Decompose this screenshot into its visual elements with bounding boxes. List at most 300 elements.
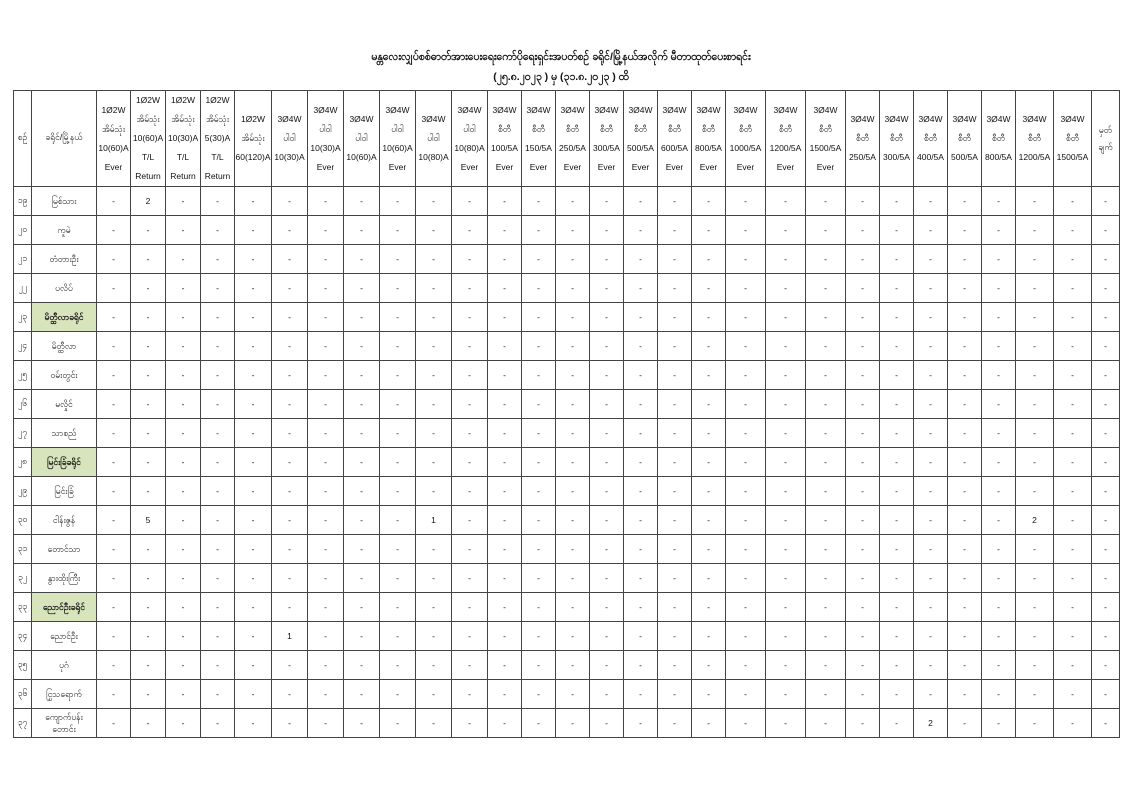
meter-count-cell: - [692, 564, 726, 593]
meter-count-cell: - [766, 187, 806, 216]
meter-count-cell: - [692, 303, 726, 332]
header-meter-line: 3Ø4W [560, 104, 585, 115]
meter-count-cell: - [658, 361, 692, 390]
meter-count-cell: - [948, 390, 982, 419]
meter-count-cell: - [948, 651, 982, 680]
meter-count-cell: - [692, 477, 726, 506]
meter-count-cell: 2 [131, 187, 166, 216]
header-meter-line: 1500/5A [1056, 152, 1089, 162]
meter-count-cell: - [201, 709, 235, 738]
header-meter-line: 3Ø4W [918, 114, 943, 124]
township-name-cell: နွားထိုးကြီး [32, 564, 97, 593]
meter-count-cell: - [726, 390, 766, 419]
meter-count-cell: - [272, 535, 308, 564]
header-meter-column [416, 91, 452, 187]
meter-count-cell: - [846, 216, 880, 245]
meter-count-cell: - [235, 593, 272, 622]
meter-count-cell: - [1092, 709, 1120, 738]
meter-count-cell: - [201, 651, 235, 680]
meter-count-cell: - [556, 593, 590, 622]
meter-count-cell: - [1054, 303, 1092, 332]
meter-count-cell: - [272, 564, 308, 593]
meter-count-cell: - [624, 506, 658, 535]
meter-count-cell: - [201, 477, 235, 506]
meter-count-cell: - [452, 361, 488, 390]
meter-count-cell: - [692, 622, 726, 651]
serial-cell: ၂၁ [14, 245, 32, 274]
meter-count-cell: - [692, 332, 726, 361]
meter-count-cell: - [1054, 593, 1092, 622]
meter-count-cell: - [806, 245, 846, 274]
header-meter-line: 3Ø4W [1022, 114, 1047, 124]
meter-count-cell: - [166, 187, 201, 216]
meter-count-cell: - [766, 564, 806, 593]
meter-count-cell: - [272, 274, 308, 303]
header-township: ခရိုင်/မြို့နယ် [32, 91, 97, 187]
header-meter-column [1054, 91, 1092, 187]
meter-count-cell: - [590, 593, 624, 622]
meter-count-cell: - [982, 390, 1016, 419]
header-meter-column [272, 91, 308, 187]
meter-count-cell: - [131, 245, 166, 274]
meter-count-cell: - [380, 448, 416, 477]
meter-count-cell: - [1092, 187, 1120, 216]
meter-count-cell: - [522, 332, 556, 361]
meter-count-cell: - [344, 564, 380, 593]
meter-count-cell: - [692, 419, 726, 448]
meter-count-cell: - [914, 390, 948, 419]
header-meter-line: Ever [316, 161, 335, 172]
meter-count-cell: - [880, 651, 914, 680]
meter-count-cell: - [624, 680, 658, 709]
meter-count-cell: - [272, 477, 308, 506]
header-meter-column [131, 91, 166, 187]
meter-count-cell: - [97, 216, 131, 245]
meter-count-cell: - [416, 709, 452, 738]
header-meter-line: 3Ø4W [986, 114, 1011, 124]
township-row [14, 216, 1120, 245]
meter-count-cell: - [948, 477, 982, 506]
meter-count-cell: - [344, 651, 380, 680]
meter-count-cell: - [1016, 390, 1054, 419]
header-meter-line: Ever [563, 161, 582, 172]
header-meter-line: 800/5A [695, 142, 722, 153]
meter-count-cell: - [948, 361, 982, 390]
header-meter-line: 500/5A [951, 152, 978, 162]
meter-count-cell: - [308, 651, 344, 680]
meter-count-cell: - [201, 448, 235, 477]
meter-count-cell: - [766, 593, 806, 622]
meter-count-cell: - [914, 651, 948, 680]
header-meter-line: T/L [176, 152, 190, 162]
meter-count-cell: - [624, 709, 658, 738]
meter-count-cell: - [914, 506, 948, 535]
serial-cell: ၃၇ [14, 709, 32, 738]
meter-count-cell: - [522, 680, 556, 709]
header-meter-column [452, 91, 488, 187]
meter-count-cell: - [166, 593, 201, 622]
meter-count-cell: - [982, 593, 1016, 622]
header-meter-line: 500/5A [627, 142, 654, 153]
meter-count-cell: - [982, 361, 1016, 390]
meter-count-cell: - [658, 477, 692, 506]
meter-count-cell: - [726, 564, 766, 593]
meter-count-cell: - [948, 564, 982, 593]
meter-count-cell: - [624, 564, 658, 593]
header-meter-line: စီတီ [497, 123, 512, 134]
header-meter-column [380, 91, 416, 187]
meter-count-cell: - [982, 680, 1016, 709]
table-body [14, 187, 1120, 738]
header-meter-line: စီတီ [957, 133, 972, 143]
meter-count-cell: - [416, 332, 452, 361]
header-meter-line: 1200/5A [1018, 152, 1051, 162]
township-name-cell: မြစ်သား [32, 187, 97, 216]
township-row [14, 361, 1120, 390]
meter-count-cell: - [624, 651, 658, 680]
meter-count-cell: - [272, 680, 308, 709]
meter-count-cell: - [556, 622, 590, 651]
header-meter-line: 3Ø4W [733, 104, 758, 115]
header-meter-column [982, 91, 1016, 187]
header-meter-line: စီတီ [531, 123, 546, 134]
meter-count-cell: - [97, 332, 131, 361]
meter-count-cell: - [452, 448, 488, 477]
meter-count-cell: - [97, 622, 131, 651]
header-meter-line: 3Ø4W [773, 104, 798, 115]
meter-count-cell: - [982, 651, 1016, 680]
meter-count-cell: - [380, 303, 416, 332]
meter-count-cell: - [522, 564, 556, 593]
header-meter-line: Ever [631, 161, 650, 172]
meter-count-cell: - [658, 680, 692, 709]
meter-count-cell: - [308, 332, 344, 361]
header-meter-column [308, 91, 344, 187]
meter-count-cell: - [624, 187, 658, 216]
meter-count-cell: - [982, 448, 1016, 477]
meter-count-cell: - [948, 303, 982, 332]
header-meter-line: ပါဝါ [427, 133, 440, 143]
district-name-cell: မြင်းခြံခရိုင် [32, 448, 97, 477]
meter-count-cell: - [308, 564, 344, 593]
meter-count-cell: - [806, 419, 846, 448]
meter-count-cell: - [416, 680, 452, 709]
header-meter-line: 3Ø4W [628, 104, 653, 115]
meter-count-cell: - [308, 303, 344, 332]
meter-count-cell: - [590, 361, 624, 390]
meter-count-cell: - [948, 216, 982, 245]
meter-count-cell: - [522, 622, 556, 651]
meter-count-cell: - [1016, 245, 1054, 274]
meter-count-cell: - [97, 187, 131, 216]
meter-count-cell: - [624, 419, 658, 448]
header-meter-line: Ever [597, 161, 616, 172]
meter-count-cell: - [806, 622, 846, 651]
township-name-cell: ကူမဲ [32, 216, 97, 245]
meter-count-cell: - [97, 535, 131, 564]
meter-count-cell: - [97, 390, 131, 419]
meter-count-cell: - [1092, 245, 1120, 274]
header-meter-line: Ever [495, 161, 514, 172]
meter-count-cell: - [344, 622, 380, 651]
meter-count-cell: - [522, 390, 556, 419]
meter-count-cell: - [1016, 709, 1054, 738]
township-row [14, 477, 1120, 506]
meter-count-cell: - [726, 709, 766, 738]
meter-count-cell: - [1092, 477, 1120, 506]
meter-count-cell: - [97, 709, 131, 738]
header-meter-line: Ever [104, 161, 123, 172]
header-meter-line: 3Ø4W [492, 104, 517, 115]
meter-count-cell: - [488, 332, 522, 361]
meter-count-cell: - [914, 361, 948, 390]
meter-count-cell: - [692, 187, 726, 216]
meter-count-cell: - [201, 593, 235, 622]
meter-count-cell: - [846, 506, 880, 535]
township-row [14, 506, 1120, 535]
township-row [14, 332, 1120, 361]
meter-count-cell: - [806, 187, 846, 216]
meter-count-cell: - [97, 593, 131, 622]
meter-count-cell: - [982, 216, 1016, 245]
township-name-cell: တံတားဦး [32, 245, 97, 274]
meter-count-cell: - [880, 303, 914, 332]
meter-count-cell: - [914, 303, 948, 332]
meter-count-cell: - [344, 216, 380, 245]
meter-count-cell: - [235, 477, 272, 506]
header-meter-line: 3Ø4W [421, 114, 446, 124]
header-meter-column [914, 91, 948, 187]
meter-count-cell: - [522, 593, 556, 622]
meter-count-cell: - [846, 535, 880, 564]
meter-count-cell: - [97, 680, 131, 709]
header-meter-column [556, 91, 590, 187]
meter-count-cell: - [846, 274, 880, 303]
meter-count-cell: - [166, 361, 201, 390]
header-meter-line: ပါဝါ [283, 133, 296, 143]
meter-count-cell: - [488, 651, 522, 680]
meter-count-cell: - [624, 216, 658, 245]
header-meter-line: စီတီ [701, 123, 716, 134]
meter-count-cell: - [131, 535, 166, 564]
meter-count-cell: - [235, 390, 272, 419]
meter-count-cell: - [982, 622, 1016, 651]
meter-count-cell: - [726, 651, 766, 680]
meter-count-cell: - [272, 593, 308, 622]
meter-count-cell: - [726, 680, 766, 709]
header-meter-line: အိမ်သုံး [171, 114, 195, 124]
document-title: မန္တလေးလျှပ်စစ်ဓာတ်အားပေးရေးကော်ပိုရေးရှင်းအပတ်စဉ် ခရိုင်/မြို့နယ်အလိုက် မီတာထုတ်ပေးစာရင်း [371, 51, 751, 63]
township-name-cell: မလှိုင် [32, 390, 97, 419]
meter-count-cell: - [1054, 361, 1092, 390]
meter-count-cell: - [97, 361, 131, 390]
meter-count-cell: - [235, 651, 272, 680]
meter-count-cell: - [846, 680, 880, 709]
meter-count-cell: - [522, 361, 556, 390]
header-meter-column [692, 91, 726, 187]
meter-count-cell: - [166, 709, 201, 738]
meter-count-cell: - [914, 245, 948, 274]
meter-count-cell: - [235, 709, 272, 738]
meter-count-cell: - [235, 506, 272, 535]
serial-cell: ၃၁ [14, 535, 32, 564]
meter-count-cell: - [416, 477, 452, 506]
meter-count-cell: - [846, 390, 880, 419]
meter-count-cell: 2 [914, 709, 948, 738]
meter-count-cell: - [1054, 390, 1092, 419]
header-meter-line: Ever [776, 161, 795, 172]
meter-count-cell: - [1054, 564, 1092, 593]
township-row [14, 680, 1120, 709]
meter-count-cell: - [131, 680, 166, 709]
header-meter-line: စီတီ [818, 123, 833, 134]
township-row [14, 245, 1120, 274]
header-meter-line: 10(60)A [346, 152, 377, 162]
meter-count-cell: 5 [131, 506, 166, 535]
meter-count-cell: - [131, 216, 166, 245]
meter-count-cell: - [522, 535, 556, 564]
meter-count-cell: - [452, 274, 488, 303]
serial-cell: ၂၇ [14, 419, 32, 448]
meter-count-cell: - [590, 419, 624, 448]
meter-count-cell: - [590, 564, 624, 593]
meter-count-cell: - [272, 390, 308, 419]
meter-count-cell: - [880, 187, 914, 216]
meter-count-cell: - [131, 593, 166, 622]
meter-count-cell: - [1054, 622, 1092, 651]
header-meter-line: စီတီ [991, 133, 1006, 143]
meter-count-cell: - [806, 390, 846, 419]
meter-count-cell: - [590, 448, 624, 477]
header-meter-line: Return [170, 171, 196, 181]
meter-count-cell: - [344, 535, 380, 564]
meter-count-cell: - [1092, 593, 1120, 622]
meter-count-cell: - [766, 274, 806, 303]
meter-count-cell: - [235, 622, 272, 651]
meter-count-cell: - [556, 448, 590, 477]
meter-count-cell: - [590, 274, 624, 303]
township-row [14, 622, 1120, 651]
header-meter-line: 300/5A [593, 142, 620, 153]
meter-count-cell: - [1016, 593, 1054, 622]
meter-count-cell: - [522, 216, 556, 245]
township-name-cell: ပုဂံ [32, 651, 97, 680]
meter-count-cell: - [166, 477, 201, 506]
meter-count-cell: - [201, 535, 235, 564]
meter-count-cell: - [308, 448, 344, 477]
meter-count-cell: - [380, 477, 416, 506]
meter-count-cell: - [658, 274, 692, 303]
meter-count-cell: - [380, 564, 416, 593]
meter-count-cell: - [590, 477, 624, 506]
meter-count-cell: - [846, 593, 880, 622]
header-meter-line: 10(80)A [454, 142, 485, 153]
meter-count-cell: - [488, 419, 522, 448]
meter-count-cell: - [948, 274, 982, 303]
header-meter-line: ပါဝါ [319, 123, 332, 134]
meter-count-cell: - [806, 593, 846, 622]
date-range: (၂၅.၈.၂၀၂၃ ) မှ (၃၁.၈.၂၀၂၃ ) ထိ [493, 71, 629, 83]
meter-count-cell: - [556, 477, 590, 506]
meter-count-cell: - [166, 245, 201, 274]
meter-count-cell: - [131, 651, 166, 680]
meter-count-cell: - [522, 274, 556, 303]
meter-count-cell: - [1092, 390, 1120, 419]
meter-count-cell: - [556, 535, 590, 564]
meter-count-cell: - [766, 216, 806, 245]
meter-count-cell: - [308, 477, 344, 506]
meter-count-cell: - [590, 216, 624, 245]
header-meter-line: စီတီ [778, 123, 793, 134]
meter-count-cell: - [1016, 448, 1054, 477]
meter-count-cell: - [416, 216, 452, 245]
meter-count-cell: - [590, 651, 624, 680]
meter-count-cell: - [948, 622, 982, 651]
header-meter-line: 1000/5A [729, 142, 762, 153]
meter-count-cell: - [488, 390, 522, 419]
serial-cell: ၂၃ [14, 303, 32, 332]
district-row [14, 448, 1120, 477]
header-meter-line: ပါဝါ [391, 123, 404, 134]
header-meter-column [948, 91, 982, 187]
meter-count-cell: - [846, 361, 880, 390]
meter-count-cell: - [590, 535, 624, 564]
meter-count-cell: - [380, 651, 416, 680]
meter-count-cell: - [131, 622, 166, 651]
meter-count-cell: - [846, 651, 880, 680]
meter-count-cell: - [131, 361, 166, 390]
meter-count-cell: - [131, 709, 166, 738]
meter-count-cell: - [272, 187, 308, 216]
meter-count-cell: - [1092, 680, 1120, 709]
township-name-cell: မြင်းခြံ [32, 477, 97, 506]
meter-count-cell: - [624, 448, 658, 477]
meter-count-cell: - [880, 419, 914, 448]
meter-count-cell: - [344, 245, 380, 274]
meter-count-cell: - [948, 709, 982, 738]
header-meter-line: စီတီ [633, 123, 648, 134]
meter-count-cell: - [1054, 651, 1092, 680]
meter-count-cell: - [692, 390, 726, 419]
meter-count-cell: - [914, 564, 948, 593]
meter-count-cell: - [806, 564, 846, 593]
header-meter-line: Ever [816, 161, 835, 172]
meter-count-cell: - [556, 303, 590, 332]
township-row [14, 274, 1120, 303]
meter-count-cell: - [658, 332, 692, 361]
meter-count-cell: - [1054, 680, 1092, 709]
meter-count-cell: - [452, 564, 488, 593]
meter-count-cell: - [692, 361, 726, 390]
meter-count-cell: - [692, 680, 726, 709]
meter-count-cell: - [380, 709, 416, 738]
meter-count-cell: - [308, 506, 344, 535]
meter-count-cell: - [624, 622, 658, 651]
township-row [14, 390, 1120, 419]
meter-count-cell: - [982, 274, 1016, 303]
meter-count-cell: - [914, 535, 948, 564]
meter-count-cell: - [344, 361, 380, 390]
meter-count-cell: - [131, 303, 166, 332]
meter-count-cell: - [806, 274, 846, 303]
meter-count-cell: - [948, 680, 982, 709]
meter-count-cell: - [658, 448, 692, 477]
meter-count-cell: - [726, 187, 766, 216]
meter-count-cell: - [166, 448, 201, 477]
header-meter-line: 1500/5A [809, 142, 842, 153]
meter-count-cell: - [344, 506, 380, 535]
meter-count-cell: - [452, 651, 488, 680]
